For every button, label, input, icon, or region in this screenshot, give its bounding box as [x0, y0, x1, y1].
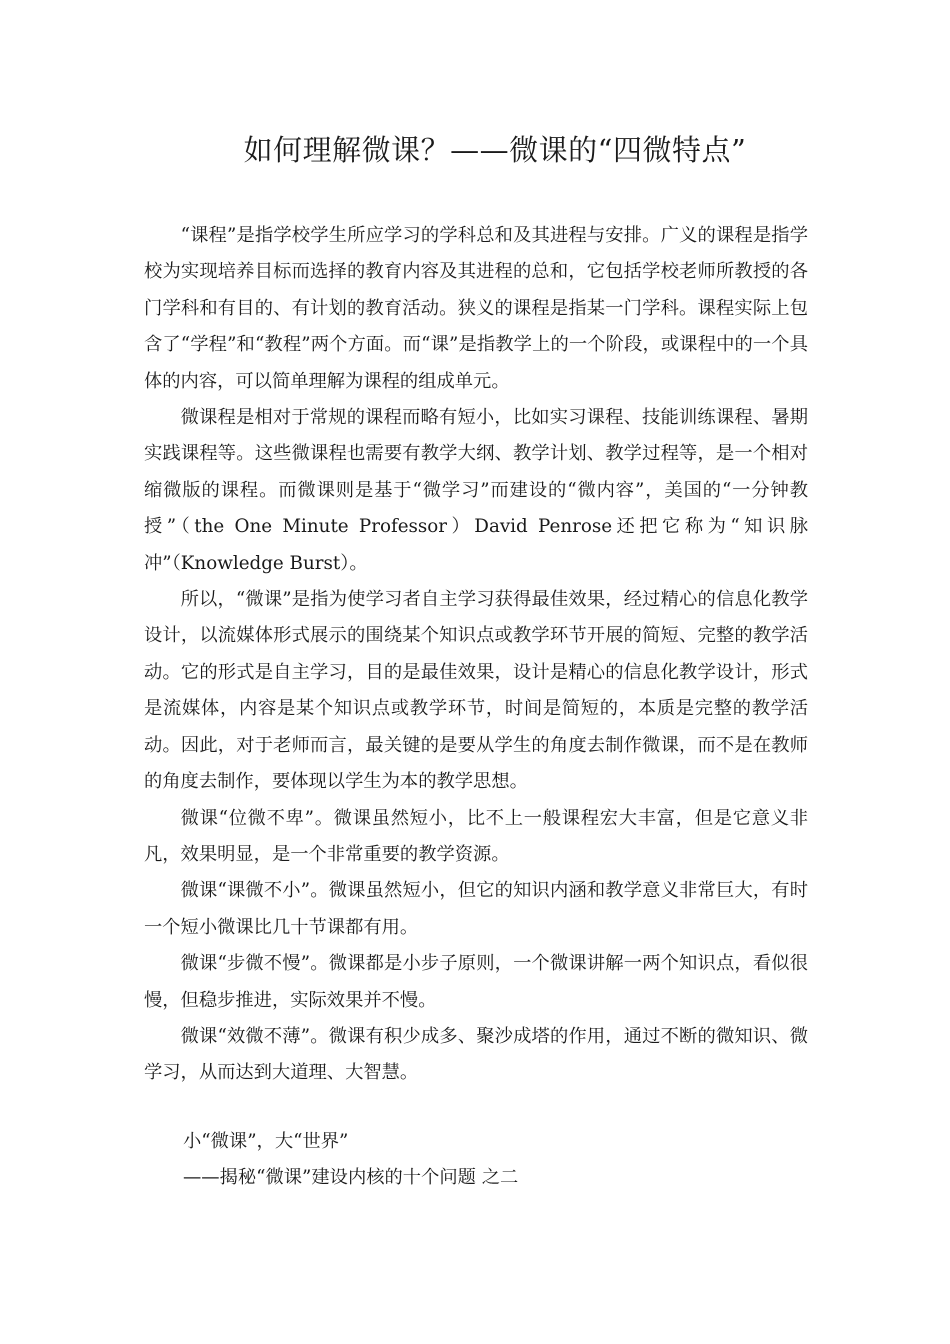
paragraph-micro-lesson-definition: 所以，“微课”是指为使学习者自主学习获得最佳效果，经过精心的信息化教学设计，以流媒体形式展示的围绕某个知识点或教学环节开展的简短、完整的教学活动。它的形式是自主学习，目的是最佳效果，设计是精心的信息化教学设计，形式是流媒体，内容是某个知识点或教学环节，时间是简短的，本质是完整的教学活动。因此，对于老师而言，最关键的是要从学生的角度去制作微课，而不是在教师的角度去制作，要体现以学生为本的教学思想。 [144, 589, 808, 793]
series-heading: 小“微课”，大“世界” [183, 1131, 349, 1152]
paragraph-feature-4: 微课“效微不薄”。微课有积少成多、聚沙成塔的作用，通过不断的微知识、微学习，从而达到大道理、大智慧。 [144, 1025, 808, 1084]
article-body [144, 218, 808, 1092]
paragraph-feature-2: 微课“课微不小”。微课虽然短小，但它的知识内涵和教学意义非常巨大，有时一个短小微课比几十节课都有用。 [144, 880, 808, 938]
paragraph-feature-1: 微课“位微不卑”。微课虽然短小，比不上一般课程宏大丰富，但是它意义非凡，效果明显，是一个非常重要的教学资源。 [144, 807, 808, 865]
paragraph-course-definition: “课程”是指学校学生所应学习的学科总和及其进程与安排。广义的课程是指学校为实现培养目标而选择的教育内容及其进程的总和，它包括学校老师所教授的各门学科和有目的、有计划的教育活动。狭义的课程是指某一门学科。课程实际上包含了“学程”和“教程”两个方面。而“课”是指教学上的一个阶段，或课程中的一个具体的内容，可以简单理解为课程的组成单元。 [144, 225, 808, 392]
series-caption [183, 1124, 803, 1196]
paragraph-feature-3: 微课“步微不慢”。微课都是小步子原则，一个微课讲解一两个知识点，看似很慢，但稳步推进，实际效果并不慢。 [144, 953, 808, 1011]
paragraph-micro-curriculum: 微课程是相对于常规的课程而略有短小，比如实习课程、技能训练课程、暑期实践课程等。这些微课程也需要有教学大纲、教学计划、教学过程等，是一个相对缩微版的课程。而微课则是基于“微学习”而建设的“微内容”，美国的“一分钟教授”（the One Minute Professor）David Penrose还把它称为“知识脉冲”（Knowledge Burst）。 [144, 407, 808, 574]
page-title: 如何理解微课？——微课的“四微特点” [243, 133, 747, 167]
series-subheading: ——揭秘“微课”建设内核的十个问题 之二 [183, 1167, 519, 1188]
